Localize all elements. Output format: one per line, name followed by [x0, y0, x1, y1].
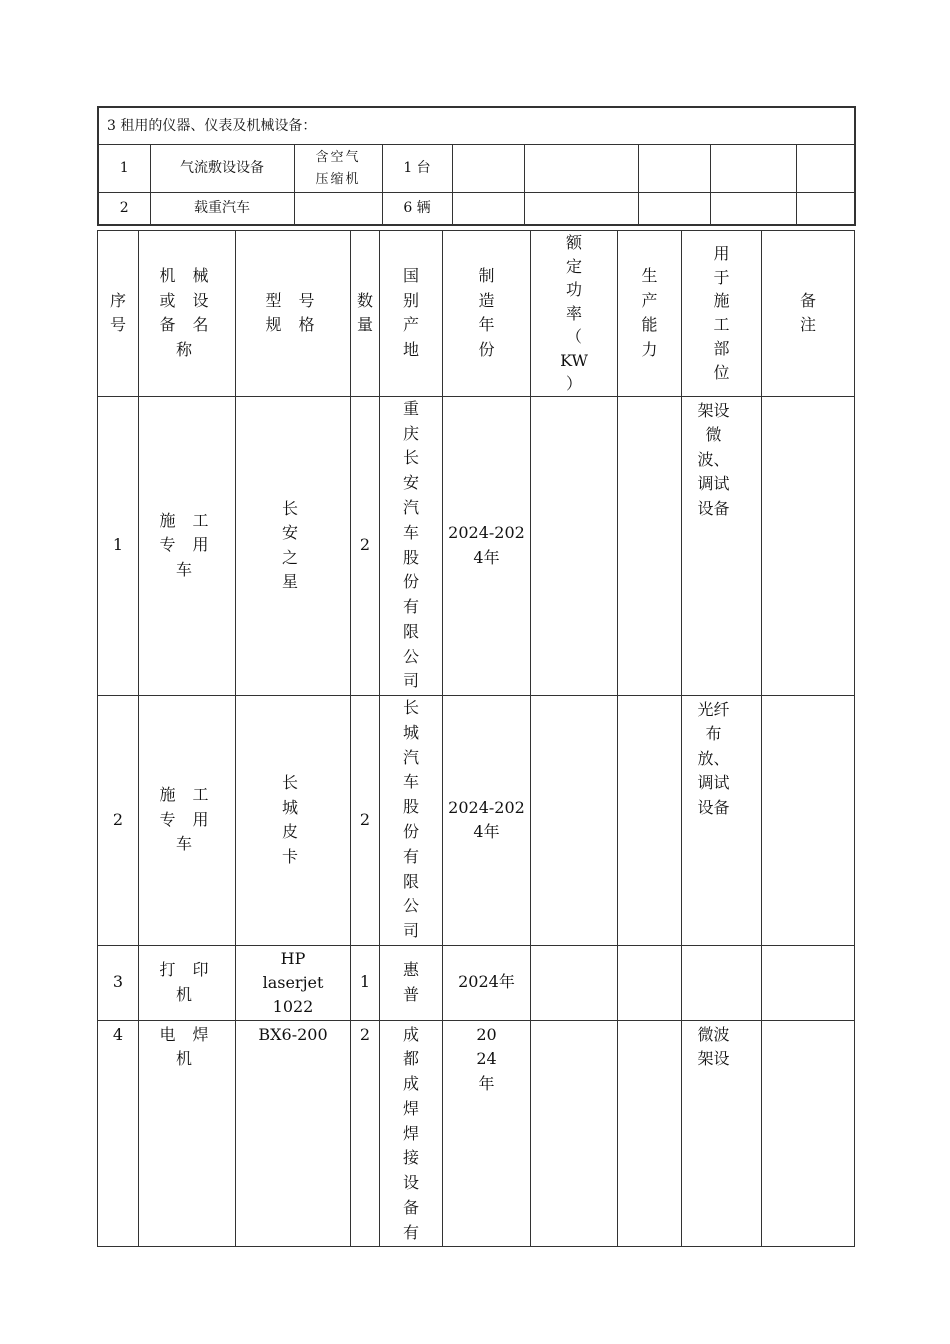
header-capacity: 生产能力 [618, 231, 682, 397]
empty-cell [710, 193, 796, 225]
row-capacity [618, 945, 682, 1020]
row-qty: 2 [351, 396, 380, 695]
header-row [98, 231, 855, 397]
row-origin: 成都成焊焊接设备有 [380, 1020, 443, 1246]
header-no: 序号 [98, 231, 139, 397]
row-qty: 2 [351, 695, 380, 945]
row-capacity [618, 1020, 682, 1246]
table-row [98, 193, 855, 225]
row-qty: 1 台 [382, 145, 452, 193]
row-qty: 2 [351, 1020, 380, 1246]
row-origin: 重庆长安汽车股份有限公司 [380, 396, 443, 695]
empty-cell [452, 145, 524, 193]
header-model: 型 号 规 格 [236, 231, 351, 397]
row-year: 2024年 [443, 1020, 531, 1246]
empty-cell [638, 193, 710, 225]
row-name: 打 印 机 [139, 945, 236, 1020]
row-no: 4 [98, 1020, 139, 1246]
table-row [98, 145, 855, 193]
row-name: 载重汽车 [150, 193, 294, 225]
row-origin: 惠普 [380, 945, 443, 1020]
row-name: 电 焊 机 [139, 1020, 236, 1246]
row-name: 施 工 专 用 车 [139, 695, 236, 945]
header-name: 机 械 或 设 备 名 称 [139, 231, 236, 397]
empty-cell [452, 193, 524, 225]
table-row [98, 1020, 855, 1246]
empty-cell [638, 145, 710, 193]
row-usage: 光纤布放、调试设备 [682, 695, 762, 945]
row-power [531, 396, 618, 695]
row-power [531, 1020, 618, 1246]
row-power [531, 945, 618, 1020]
table-row [98, 695, 855, 945]
header-remark: 备注 [762, 231, 855, 397]
empty-cell [710, 145, 796, 193]
equipment-table [97, 230, 855, 1247]
row-qty: 6 辆 [382, 193, 452, 225]
table-row [98, 945, 855, 1020]
row-no: 1 [98, 396, 139, 695]
header-power: 额定功率（ KW ） [531, 231, 618, 397]
empty-cell [796, 193, 855, 225]
row-remark [762, 695, 855, 945]
header-qty: 数量 [351, 231, 380, 397]
table-row [98, 396, 855, 695]
row-name: 气流敷设设备 [150, 145, 294, 193]
row-usage: 架设微波、调试设备 [682, 396, 762, 695]
row-no: 1 [98, 145, 150, 193]
row-model: HP laserjet 1022 [236, 945, 351, 1020]
row-remark [762, 396, 855, 695]
row-no: 2 [98, 193, 150, 225]
row-model [294, 193, 382, 225]
row-year: 2024-2024年 [443, 695, 531, 945]
rented-equipment-table [97, 106, 856, 226]
row-remark [762, 1020, 855, 1246]
row-year: 2024年 [443, 945, 531, 1020]
row-qty: 1 [351, 945, 380, 1020]
empty-cell [524, 193, 638, 225]
row-no: 2 [98, 695, 139, 945]
row-model: BX6-200 [236, 1020, 351, 1246]
row-model: 长 安 之 星 [236, 396, 351, 695]
row-origin: 长城汽车股份有限公司 [380, 695, 443, 945]
row-name: 施 工 专 用 车 [139, 396, 236, 695]
row-power [531, 695, 618, 945]
empty-cell [796, 145, 855, 193]
row-no: 3 [98, 945, 139, 1020]
header-year: 制造年份 [443, 231, 531, 397]
empty-cell [524, 145, 638, 193]
row-capacity [618, 695, 682, 945]
row-remark [762, 945, 855, 1020]
row-year: 2024-2024年 [443, 396, 531, 695]
row-model: 含空气压缩机 [294, 145, 382, 193]
row-usage: 微波架设 [682, 1020, 762, 1246]
header-usage: 用于施工部位 [682, 231, 762, 397]
row-usage [682, 945, 762, 1020]
row-capacity [618, 396, 682, 695]
header-origin: 国别产地 [380, 231, 443, 397]
rented-section-title: 3 租用的仪器、仪表及机械设备： [98, 107, 855, 145]
row-model: 长 城 皮 卡 [236, 695, 351, 945]
